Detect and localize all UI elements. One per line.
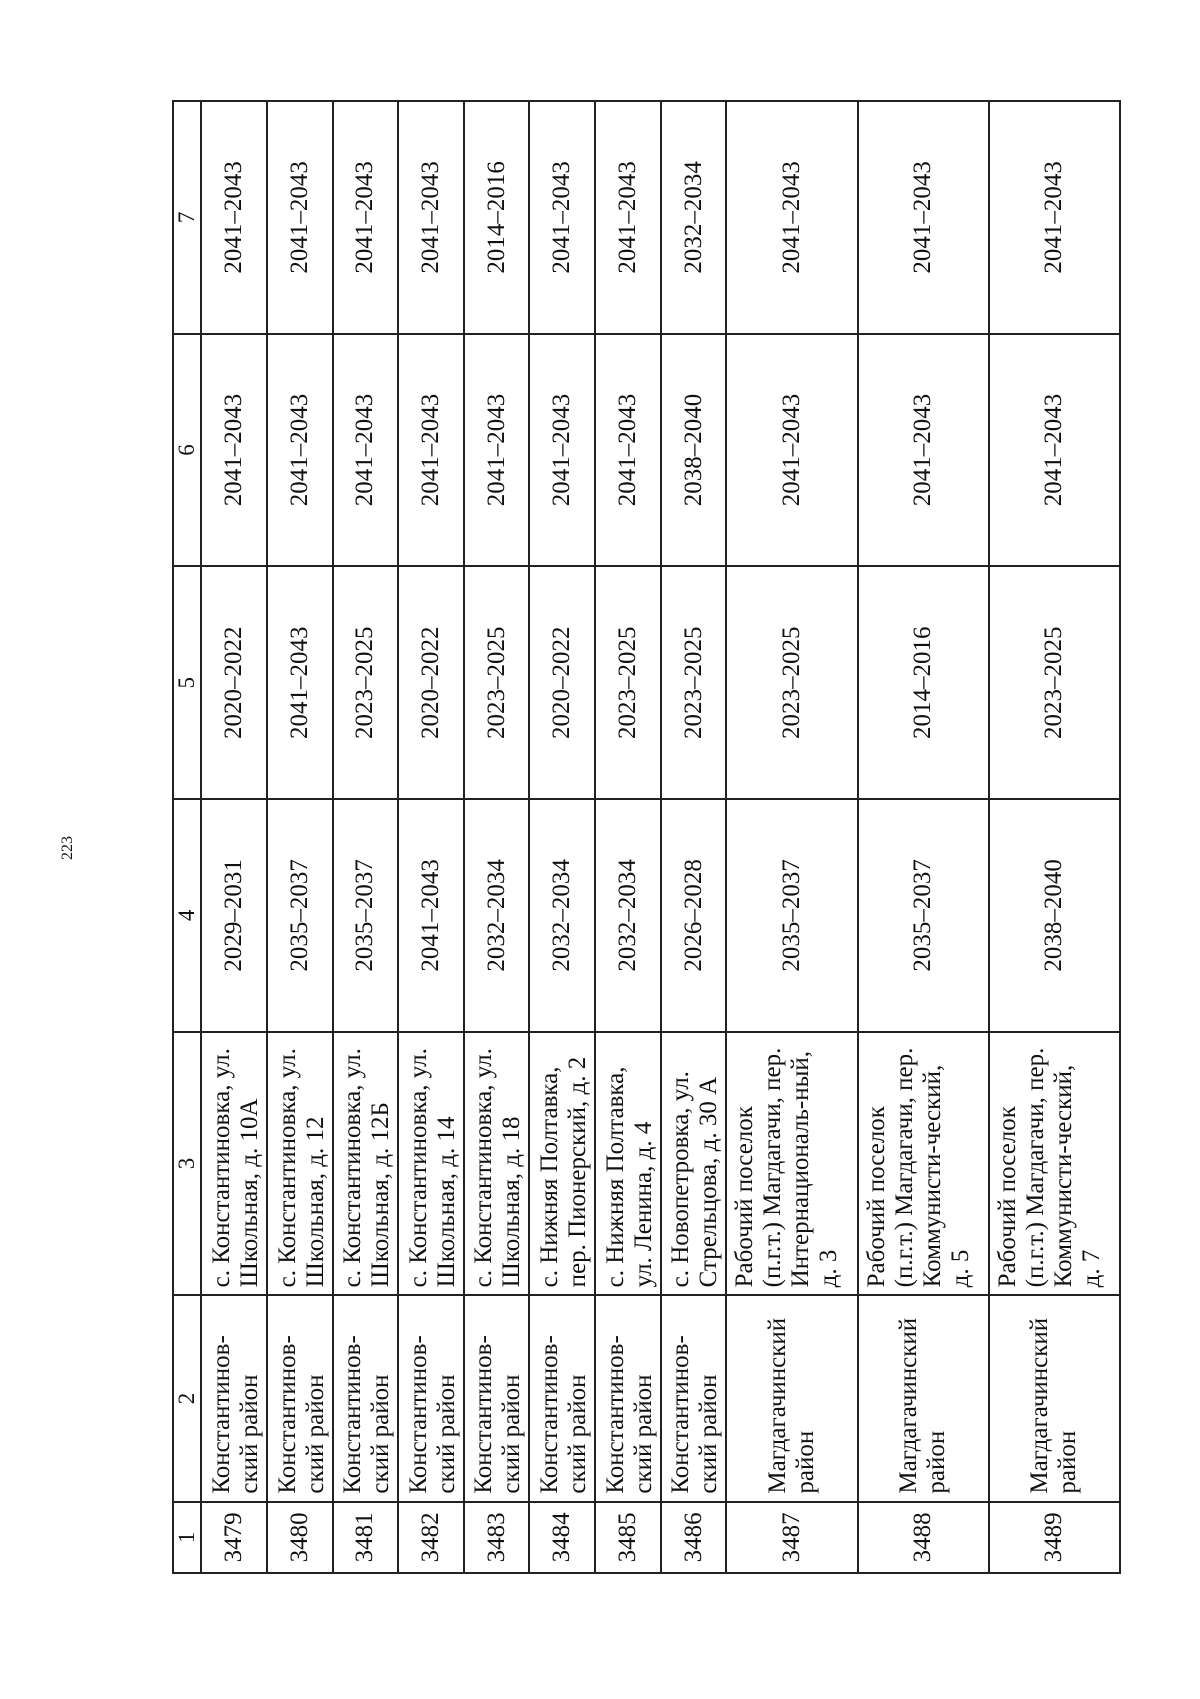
period-cell-col7: 2041–2043	[267, 101, 333, 334]
period-cell-col4: 2026–2028	[661, 799, 727, 1032]
table-row	[398, 101, 464, 1573]
row-number: 3487	[726, 1502, 857, 1573]
period-cell-col7: 2041–2043	[529, 101, 595, 334]
table-row	[989, 101, 1120, 1573]
table-row	[333, 101, 399, 1573]
rotated-table-container	[172, 100, 1121, 1574]
period-cell-col4: 2038–2040	[989, 799, 1120, 1032]
period-cell-col7: 2041–2043	[726, 101, 857, 334]
table-row	[267, 101, 333, 1573]
period-cell-col5: 2023–2025	[595, 566, 661, 799]
period-cell-col7: 2041–2043	[595, 101, 661, 334]
period-cell-col5: 2020–2022	[529, 566, 595, 799]
table-row	[858, 101, 989, 1573]
district-cell: Константинов-ский район	[333, 1295, 399, 1501]
row-number: 3484	[529, 1502, 595, 1573]
address-cell: Рабочий поселок (п.г.т.) Магдагачи, пер. Интернациональ-ный, д. 3	[726, 1032, 857, 1296]
period-cell-col5: 2020–2022	[398, 566, 464, 799]
period-cell-col6: 2041–2043	[989, 334, 1120, 567]
header-cell: 2	[173, 1295, 201, 1501]
district-cell: Константинов-ский район	[267, 1295, 333, 1501]
row-number: 3486	[661, 1502, 727, 1573]
period-cell-col7: 2041–2043	[201, 101, 267, 334]
period-cell-col6: 2041–2043	[464, 334, 530, 567]
period-cell-col6: 2041–2043	[726, 334, 857, 567]
header-row	[173, 101, 201, 1573]
period-cell-col5: 2023–2025	[661, 566, 727, 799]
period-cell-col7: 2041–2043	[333, 101, 399, 334]
table-row	[201, 101, 267, 1573]
period-cell-col6: 2041–2043	[201, 334, 267, 567]
address-cell: с. Константиновка, ул. Школьная, д. 14	[398, 1032, 464, 1296]
table-row	[595, 101, 661, 1573]
address-cell: с. Константиновка, ул. Школьная, д. 12	[267, 1032, 333, 1296]
district-cell: Константинов-ский район	[464, 1295, 530, 1501]
period-cell-col6: 2038–2040	[661, 334, 727, 567]
period-cell-col4: 2032–2034	[529, 799, 595, 1032]
period-cell-col4: 2029–2031	[201, 799, 267, 1032]
header-cell: 3	[173, 1032, 201, 1296]
period-cell-col5: 2014–2016	[858, 566, 989, 799]
district-cell: Константинов-ский район	[529, 1295, 595, 1501]
period-cell-col4: 2035–2037	[726, 799, 857, 1032]
row-number: 3482	[398, 1502, 464, 1573]
address-cell: Рабочий поселок (п.г.т.) Магдагачи, пер. Коммунисти-ческий, д. 7	[989, 1032, 1120, 1296]
period-cell-col4: 2035–2037	[333, 799, 399, 1032]
district-cell: Магдагачинский район	[726, 1295, 857, 1501]
register-table	[172, 100, 1121, 1574]
period-cell-col5: 2041–2043	[267, 566, 333, 799]
row-number: 3483	[464, 1502, 530, 1573]
row-number: 3480	[267, 1502, 333, 1573]
period-cell-col7: 2041–2043	[858, 101, 989, 334]
period-cell-col5: 2023–2025	[989, 566, 1120, 799]
address-cell: с. Нижняя Полтавка, пер. Пионерский, д. 2	[529, 1032, 595, 1296]
table-row	[661, 101, 727, 1573]
row-number: 3485	[595, 1502, 661, 1573]
table-row	[726, 101, 857, 1573]
period-cell-col7: 2014–2016	[464, 101, 530, 334]
district-cell: Константинов-ский район	[398, 1295, 464, 1501]
district-cell: Магдагачинский район	[989, 1295, 1120, 1501]
period-cell-col7: 2032–2034	[661, 101, 727, 334]
address-cell: с. Константиновка, ул. Школьная, д. 18	[464, 1032, 530, 1296]
period-cell-col5: 2023–2025	[726, 566, 857, 799]
table-row	[529, 101, 595, 1573]
table-row	[464, 101, 530, 1573]
row-number: 3479	[201, 1502, 267, 1573]
header-cell: 1	[173, 1502, 201, 1573]
district-cell: Магдагачинский район	[858, 1295, 989, 1501]
row-number: 3488	[858, 1502, 989, 1573]
row-number: 3489	[989, 1502, 1120, 1573]
period-cell-col6: 2041–2043	[333, 334, 399, 567]
period-cell-col5: 2020–2022	[201, 566, 267, 799]
page-number: 223	[59, 836, 76, 860]
period-cell-col4: 2035–2037	[267, 799, 333, 1032]
period-cell-col6: 2041–2043	[858, 334, 989, 567]
period-cell-col6: 2041–2043	[267, 334, 333, 567]
period-cell-col6: 2041–2043	[398, 334, 464, 567]
period-cell-col5: 2023–2025	[333, 566, 399, 799]
address-cell: с. Константиновка, ул. Школьная, д. 12Б	[333, 1032, 399, 1296]
period-cell-col4: 2041–2043	[398, 799, 464, 1032]
header-cell: 7	[173, 101, 201, 334]
row-number: 3481	[333, 1502, 399, 1573]
address-cell: Рабочий поселок (п.г.т.) Магдагачи, пер. Коммунисти-ческий, д. 5	[858, 1032, 989, 1296]
period-cell-col5: 2023–2025	[464, 566, 530, 799]
period-cell-col4: 2035–2037	[858, 799, 989, 1032]
period-cell-col4: 2032–2034	[595, 799, 661, 1032]
address-cell: с. Константиновка, ул. Школьная, д. 10А	[201, 1032, 267, 1296]
address-cell: с. Новопетровка, ул. Стрельцова, д. 30 А	[661, 1032, 727, 1296]
district-cell: Константинов-ский район	[595, 1295, 661, 1501]
period-cell-col4: 2032–2034	[464, 799, 530, 1032]
period-cell-col6: 2041–2043	[595, 334, 661, 567]
address-cell: с. Нижняя Полтавка, ул. Ленина, д. 4	[595, 1032, 661, 1296]
district-cell: Константинов-ский район	[661, 1295, 727, 1501]
header-cell: 4	[173, 799, 201, 1032]
header-cell: 6	[173, 334, 201, 567]
period-cell-col6: 2041–2043	[529, 334, 595, 567]
district-cell: Константинов-ский район	[201, 1295, 267, 1501]
period-cell-col7: 2041–2043	[398, 101, 464, 334]
header-cell: 5	[173, 566, 201, 799]
period-cell-col7: 2041–2043	[989, 101, 1120, 334]
